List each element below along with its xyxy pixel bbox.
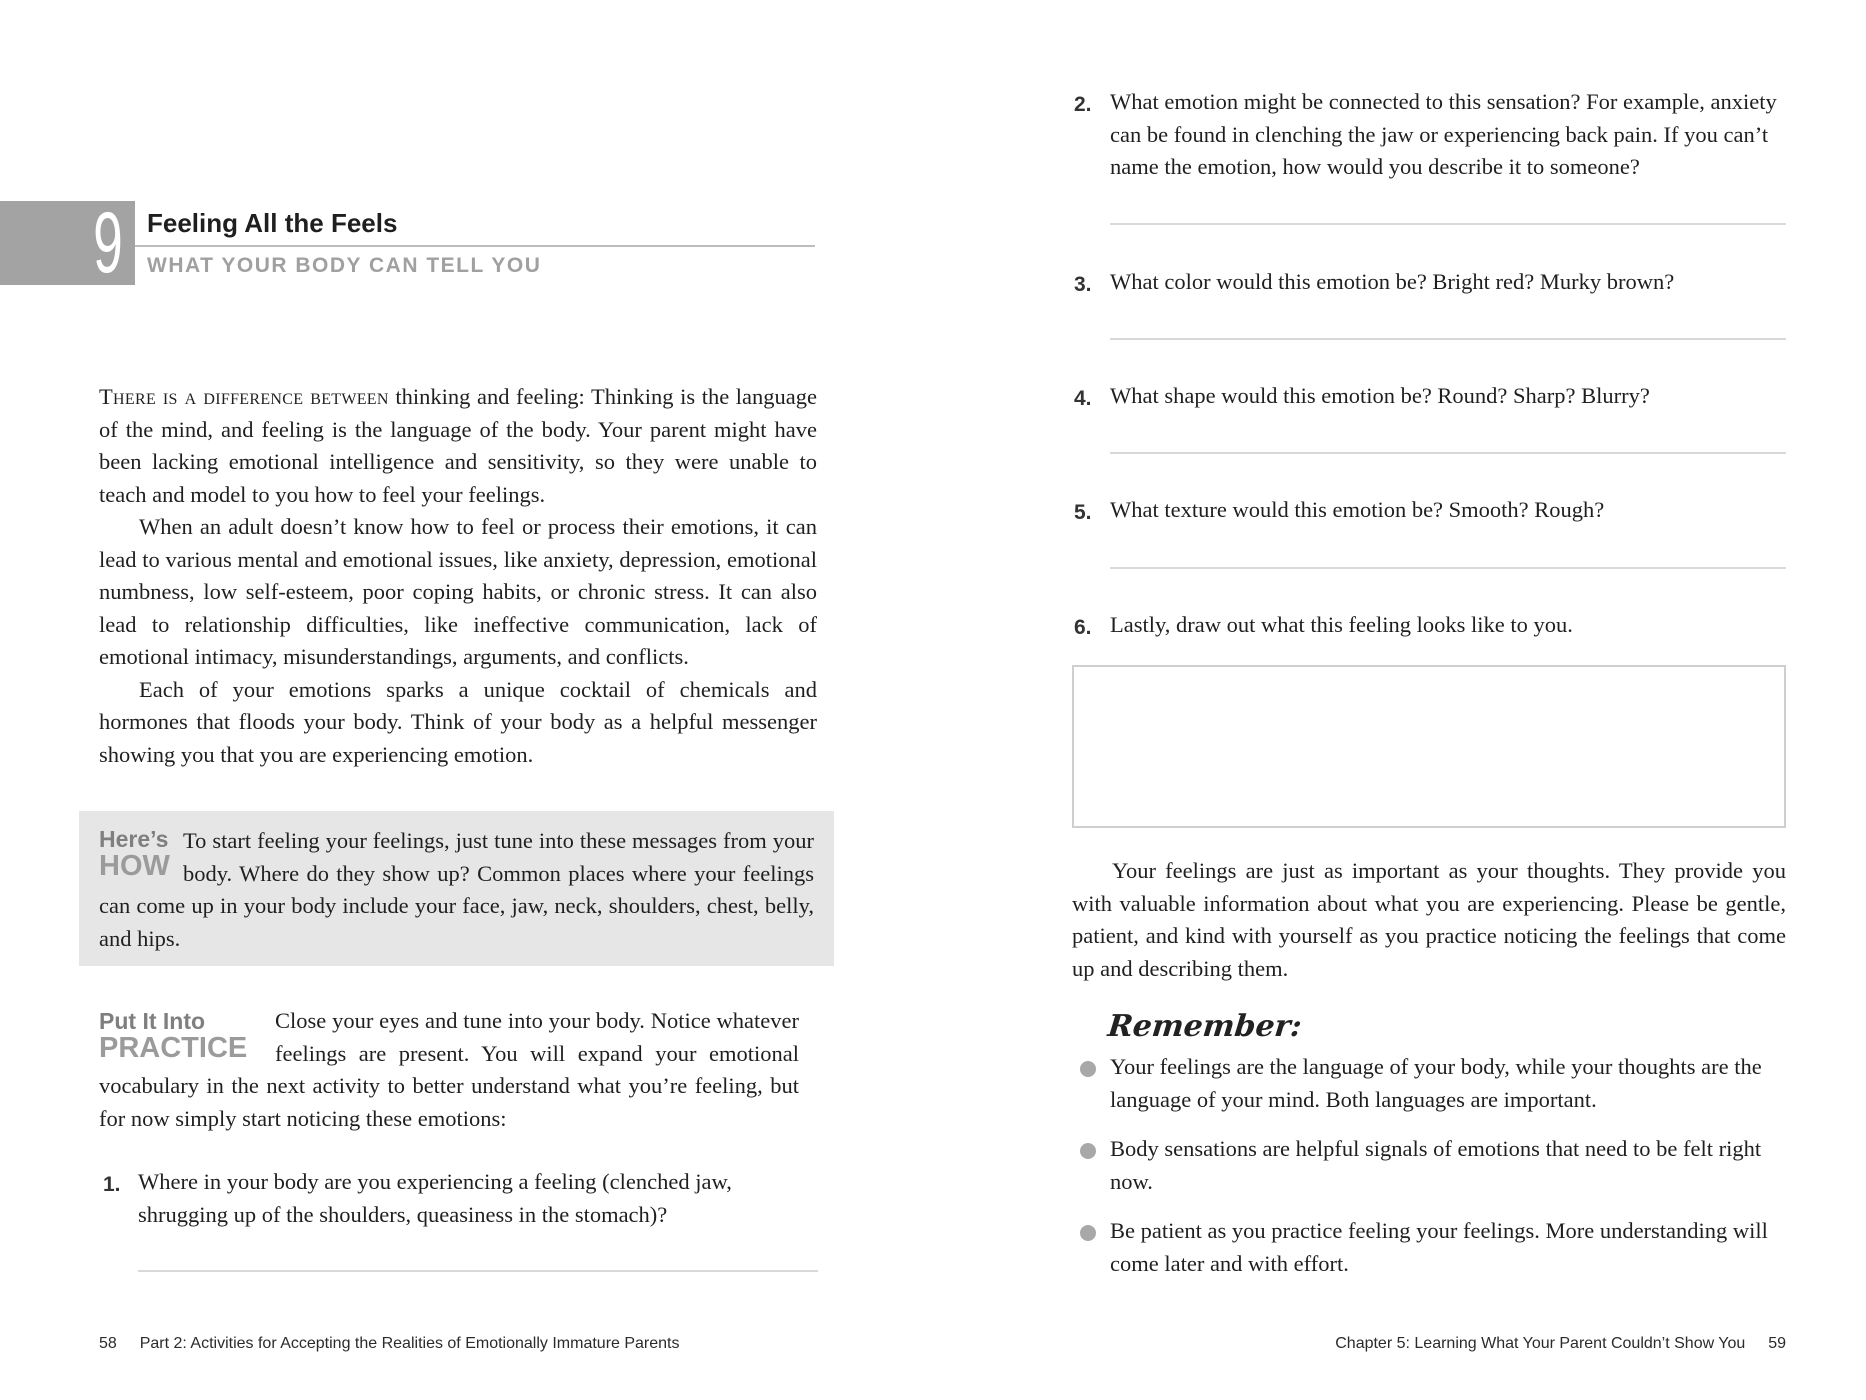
intro-paragraph-3: Each of your emotions sparks a unique cocktail of chemicals and hormones that floods your body. Think of your body as a helpful messenger showing you that you are experiencing emotion. — [99, 676, 817, 767]
heres-how-text: To start feeling your feelings, just tune into these messages from your body. Where do they show up? Common places where your feelings can come up in your body include your face, jaw, neck, shoulders, chest, belly, and hips. — [99, 828, 814, 951]
footer-left-text: Part 2: Activities for Accepting the Realities of Emotionally Immature Parents — [139, 1335, 680, 1352]
page-number-left: 58 — [99, 1335, 117, 1352]
question-5-text: What texture would this emotion be? Smooth? Rough? — [1110, 497, 1605, 522]
question-1-number: 1. — [103, 1173, 121, 1196]
activity-number: 9 — [93, 195, 123, 291]
closing-paragraph: Your feelings are just as important as your thoughts. They provide you with valuable information about what you are experiencing. Please be gentle, patient, and kind with yourself as you practice noticing the feelings that come up and describing them. — [1072, 858, 1786, 981]
activity-title: Feeling All the Feels — [147, 208, 398, 238]
practice-label-small: Put It Into — [99, 1008, 206, 1034]
activity-number-block — [0, 195, 135, 291]
practice-label — [99, 1009, 275, 1069]
question-3-number: 3. — [1074, 273, 1092, 296]
question-1-text: Where in your body are you experiencing a feeling (clenched jaw, shrugging up of the shoulders, queasiness in the stomach)? — [138, 1169, 732, 1227]
bullet-dot-2 — [1080, 1143, 1096, 1159]
practice-text: Close your eyes and tune into your body. Notice whatever feelings are present. You will expand your emotional vocabulary in the next activity to better understand what you’re feeling, but for now simply start noticing these emotions: — [99, 1008, 799, 1131]
activity-subtitle: WHAT YOUR BODY CAN TELL YOU — [147, 254, 542, 277]
answer-line-5[interactable] — [1110, 567, 1786, 569]
question-3-text: What color would this emotion be? Bright red? Murky brown? — [1110, 269, 1675, 294]
remember-title: Remember: — [1106, 1009, 1304, 1044]
answer-line-2[interactable] — [1110, 223, 1786, 225]
remember-bullet-3: Be patient as you practice feeling your feelings. More understanding will come later and with effort. — [1110, 1218, 1768, 1276]
bullet-dot-3 — [1080, 1225, 1096, 1241]
heres-how-content — [99, 825, 814, 955]
heres-how-label-small: Here’s — [99, 826, 169, 852]
intro-text — [99, 381, 817, 771]
question-6-text: Lastly, draw out what this feeling looks like to you. — [1110, 612, 1573, 637]
closing-text — [1072, 855, 1786, 985]
intro-p1-text: thinking and feeling: Thinking is the language of the mind, and feeling is the language of the body. Your parent might have been lacking emotional intelligence and sensitivity, so they were unable to teach and model to you how to feel your feelings. — [99, 384, 817, 507]
question-2-text: What emotion might be connected to this sensation? For example, anxiety can be found in clenching the jaw or experiencing back pain. If you can’t name the emotion, how would you describe it to someone? — [1110, 89, 1777, 179]
footer-right-text: Chapter 5: Learning What Your Parent Couldn’t Show You — [1335, 1335, 1746, 1352]
title-divider — [135, 245, 815, 247]
question-5-number: 5. — [1074, 501, 1092, 524]
drawing-box[interactable] — [1072, 665, 1786, 828]
footer-right — [1335, 1335, 1786, 1353]
practice-label-big: PRACTICE — [99, 1032, 248, 1064]
intro-paragraph-1 — [99, 381, 817, 511]
question-4-number: 4. — [1074, 387, 1092, 410]
answer-line-3[interactable] — [1110, 338, 1786, 340]
heres-how-label — [99, 827, 183, 887]
heres-how-label-big: HOW — [99, 850, 170, 882]
footer-left — [99, 1335, 680, 1353]
answer-line-1[interactable] — [138, 1270, 818, 1272]
remember-bullet-2: Body sensations are helpful signals of emotions that need to be felt right now. — [1110, 1136, 1762, 1194]
question-2-number: 2. — [1074, 93, 1092, 116]
page-number-right: 59 — [1768, 1335, 1786, 1352]
bullet-dot-1 — [1080, 1061, 1096, 1077]
remember-bullet-1: Your feelings are the language of your body, while your thoughts are the language of your mind. Both languages are important. — [1110, 1054, 1762, 1112]
intro-lead: There is a difference between — [99, 384, 389, 409]
question-4-text: What shape would this emotion be? Round? Sharp? Blurry? — [1110, 383, 1650, 408]
answer-line-4[interactable] — [1110, 452, 1786, 454]
question-6-number: 6. — [1074, 616, 1092, 639]
practice-content — [99, 1005, 799, 1135]
intro-paragraph-2: When an adult doesn’t know how to feel or process their emotions, it can lead to various mental and emotional issues, like anxiety, depression, emotional numbness, low self-esteem, poor coping habits, or chronic stress. It can also lead to relationship difficulties, like ineffective communication, lack of emotional intimacy, misunderstandings, arguments, and conflicts. — [99, 514, 817, 669]
